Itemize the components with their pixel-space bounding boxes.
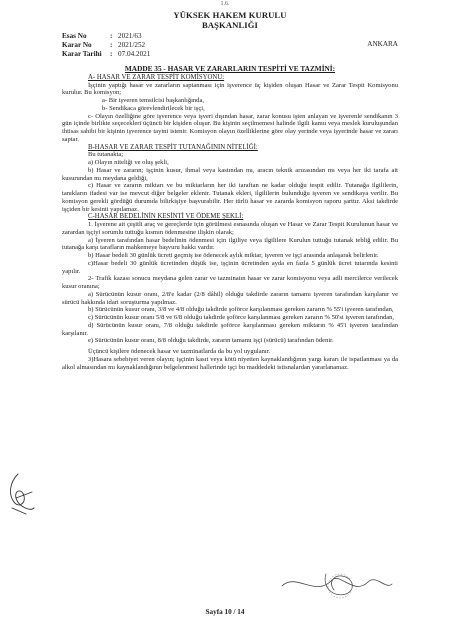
paragraph: d) Sürücünün kusur oranı, 7/8 olduğu takdirde şoförce karşılanması gereken miktarın % 45'i işveren tarafından karşılanır. <box>62 321 398 337</box>
section-b-title: B-HASAR VE ZARAR TESPİT TUTANAĞININ NİTELİĞİ: <box>88 143 258 151</box>
meta-row-esas <box>62 32 398 41</box>
meta-colon: : <box>110 50 113 58</box>
meta-value: 07.04.2021 <box>118 50 151 58</box>
meta-key: Karar Tarihi <box>62 50 102 58</box>
org-name-line1: YÜKSEK HAKEM KURULU <box>173 10 287 20</box>
case-meta <box>62 32 398 62</box>
stamp-icon <box>276 568 396 608</box>
list-item: b- Sendikaca görevlendirilecek bir işçi, <box>102 104 205 112</box>
paragraph: c)Hasar bedeli 30 günlük ücretinden düşük ise, işçinin ücretinden ayda en fazla 5 günlük ücret tutarında kesinti yapılır. <box>62 259 398 275</box>
section-a-title: A- HASAR VE ZARAR TESPİT KOMİSYONU: <box>88 73 225 81</box>
paragraph: c) Sürücünün kusur oranı 5/8 ve 6/8 olduğu takdirde şoförce karşılanması gereken zararın % 50'si işveren tarafından, <box>88 314 395 321</box>
meta-value: 2021/63 <box>118 32 142 40</box>
meta-key: Karar No <box>62 41 92 49</box>
paragraph: a) Olayın niteliği ve oluş şekli, <box>88 159 169 166</box>
paragraph: a) İşveren tarafından hasar bedelinin ödenmesi için ilgiliye veya ilgililere Kurulun tuttuğu tutanak tebliğ edilir. Bu tutanağa karşı tarafların mahkemeye başvuru hakkı vardır. <box>62 236 398 252</box>
paragraph: b) Hasar ve zararın; işçinin kusur, ihmal veya kastından mı, aracın teknik arızasından mı veya her iki tarafa ait kusurundan mı meydana geldiği, <box>62 166 398 182</box>
article-title: MADDE 35 - HASAR VE ZARARLARIN TESPİTİ VE TAZMİNİ: <box>124 64 336 73</box>
meta-value: 2021/252 <box>118 41 146 49</box>
paragraph: Bu tutanakta; <box>88 151 124 159</box>
paragraph: b) Sürücünün kusur oranı, 3/8 ve 4/8 olduğu takdirde şoförce karşılanması gereken zararın % 55'i işveren tarafından, <box>88 306 394 314</box>
document-body <box>62 65 398 371</box>
paragraph: 1. İşverene ait çeşitli araç ve gereçlerde için görülmesi esnasında oluşan ve Hasar ve Zarar Tespit Kurulunun hasar ve zarardan işçiyi sorumlu tuttuğu kısmın ödenmesine ilişkin olarak; <box>62 221 398 236</box>
paragraph: b) Hasar bedeli 30 günlük ücreti geçmiş ise ödenecek aylık miktar, işveren ve işçi arasında anlaşarak belirlenir. <box>88 252 379 259</box>
meta-colon: : <box>110 41 113 49</box>
signature-icon <box>4 468 44 516</box>
page-number: Sayfa 10 / 14 <box>205 608 245 616</box>
paragraph: c) Hasar ve zararın miktarı ve bu miktarların her iki taraftan ne kadar olduğu tespit edilir. Tutanağa ilgililerin, tanıkların ifadesi var ise mevcut diğer belgeler eklenir. Tutanak ekleri, ilgililerin bulunduğu işveren ve sendikaya verilir. Bu komisyon gerekli gördüğü durumda bilirkişiye başvurabilir. Her türlü hasar ve zararda komisyon raporu şarttır. Aksi takdirde işçiden bir kesinti yapılamaz. <box>62 182 398 213</box>
meta-key: Esas No <box>62 32 87 40</box>
paragraph: c- Olayın özelliğine göre işverence veya işveri dışından hasar, zarar konusu işten anlayan ve işverenle sendikanın 3 gün içinde birlikte seçecekleri üçüncü bir kişiden oluşur. Bu kişinin seçilmemesi halinde ilgili kamu veya meslek kuruluşundan ihtisas sahibi bir kişinin işverence tayini istenir. Komisyon olayın özelliklerine göre olay yerinde veya işyerinde hasar ve zararı saptar. <box>62 112 398 143</box>
city-label: ANKARA <box>367 40 398 48</box>
meta-colon: : <box>110 32 113 40</box>
section-c-title: C-HASAR BEDELİNİN KESİNTİ VE ÖDEME ŞEKLİ: <box>88 213 244 221</box>
paragraph: a) Sürücünün kusur oranı, 2/8'e kadar (2/8 dâhil) olduğu takdirde zararın tamamı işveren tarafından karşılanır ve sürücü hakkında idari soruşturma yapılmaz. <box>62 290 398 306</box>
paragraph: 3)Hasara sebebiyet veren olayın; işçinin kasıt veya kötü niyetten kaynaklandığının yargı kararı ile ispatlanması ya da alkol almasından mı kaynaklandığının belgelenmesi hallerinde işçi bu maddedeki istisnalardan yararlanamaz. <box>62 355 398 371</box>
list-item: a- Bir işveren temsilcisi başkanlığında, <box>102 97 204 104</box>
top-mark: 1.6. <box>220 1 230 7</box>
paragraph: e) Sürücünün kusur oranı, 8/8 olduğu takdirde, zararın tamamı işçi (sürücü) tarafından ödenir. <box>88 337 334 345</box>
paragraph: Üçüncü kişilere ödenecek hasar ve tazminatlarda da bu yol uygulanır. <box>88 348 271 355</box>
paragraph: İşçinin yaptığı hasar ve zararların saptanması için işverence üç kişiden oluşan Hasar ve Zarar Tespit Komisyonu kurulur. Bu komisyon; <box>62 81 398 97</box>
org-name-line2: BAŞKANLIĞI <box>202 20 258 30</box>
paragraph: 2- Trafik kazası sonucu meydana gelen zarar ve tazminatın hasar ve zarar komisyonu veya adli mercilerce verilecek kusur oranına; <box>62 275 398 290</box>
meta-row-karar-tarihi <box>62 50 398 59</box>
meta-row-karar <box>62 41 398 50</box>
